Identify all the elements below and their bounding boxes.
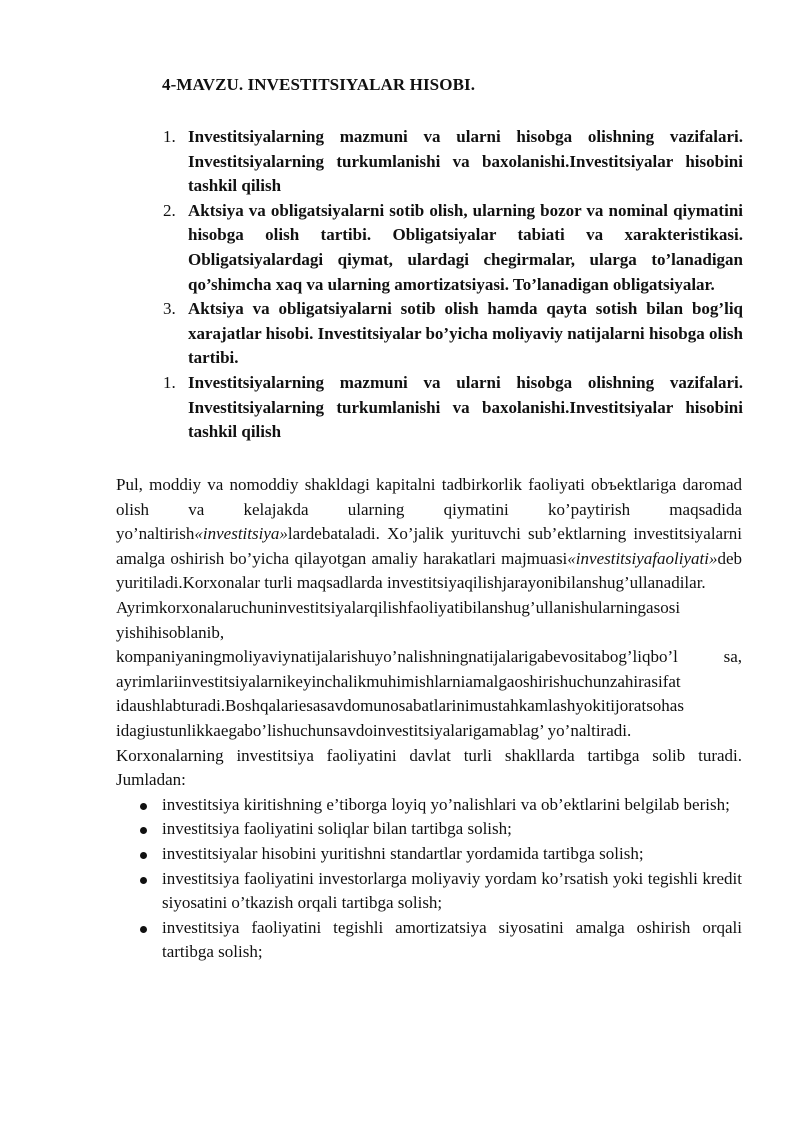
outline-item-text: Aktsiya va obligatsiyalarni sotib olish, ularning bozor va nominal qiymatini hisobga olish tartibi. Obligatsiyalar tabiati va xarakteristikasi. Obligatsiyalardagi qiymat, ulardagi chegirmalar, ularga to’lanadigan qo’shimcha xaq va ularning amortizatsiyasi. To’lanadigan obligatsiyalar. xyxy=(188,200,743,294)
term-investitsiya-faoliyati: «investitsiyafaoliyati» xyxy=(567,548,718,568)
topic-outline xyxy=(160,125,743,445)
outline-item-text: Investitsiyalarning mazmuni va ularni hisobga olishning vazifalari. Investitsiyalarning turkumlanishi va baxolanishi.Investitsiyalar hisobini tashkil qilish xyxy=(188,372,743,442)
body-text xyxy=(116,473,742,965)
outline-item xyxy=(160,371,743,445)
list-item-text: investitsiya faoliyatini soliqlar bilan tartibga solish; xyxy=(162,819,512,839)
paragraph-text: lardebataladi. Xo’jalik yurituvchi sub’ektlarning investitsiyalarni amalga oshirish bo’yicha qilayotgan amaliy harakatlari majmuasi xyxy=(116,524,742,568)
list-item-text: investitsiya faoliyatini tegishli amortizatsiya siyosatini amalga oshirish orqali tartibga solish; xyxy=(162,917,742,962)
list-item xyxy=(116,817,742,842)
regulation-list xyxy=(116,793,742,965)
outline-item-text: Investitsiyalarning mazmuni va ularni hisobga olishning vazifalari. Investitsiyalarning turkumlanishi va baxolanishi.Investitsiyalar hisobini tashkil qilish xyxy=(188,127,743,196)
outline-item-number: 2. xyxy=(163,200,176,220)
outline-item xyxy=(160,297,743,371)
list-item-text: investitsiya faoliyatini investorlarga moliyaviy yordam ko’rsatish yoki tegishli kredit siyosatini o’tkazish orqali tartibga solish; xyxy=(162,868,742,913)
list-item xyxy=(116,842,742,867)
list-item xyxy=(116,793,742,818)
outline-item-text: Aktsiya va obligatsiyalarni sotib olish hamda qayta sotish bilan bog’liq xarajatlar hisobi. Investitsiyalar bo’yicha moliyaviy natijalarni hisobga olish tartibi. xyxy=(188,299,743,368)
bullet-icon xyxy=(140,926,147,933)
bullet-icon xyxy=(140,827,147,834)
bullet-icon xyxy=(140,877,147,884)
paragraph-text: Pul, moddiy va nomoddiy shakldagi kapitalni tadbirkorlik faoliyati obъektlariga daromad olish va kelajakda ularning qiymatini ko’paytirish maqsadida yo’naltirish xyxy=(116,475,742,544)
bullet-icon xyxy=(140,852,147,859)
bullet-icon xyxy=(140,803,147,810)
term-investitsiya: «investitsiya» xyxy=(194,524,288,544)
list-item-text: investitsiya kiritishning e’tiborga loyiq yo’nalishlari va ob’ektlarini belgilab berish; xyxy=(162,794,730,814)
list-item xyxy=(116,916,742,965)
outline-item-number: 1. xyxy=(163,372,176,392)
outline-item-number: 3. xyxy=(163,299,176,319)
regulation-paragraph: Korxonalarning investitsiya faoliyatini davlat turli shakllarda tartibga solib turadi. Jumladan: xyxy=(116,745,742,790)
page-title: 4-MAVZU. INVESTITSIYALAR HISOBI. xyxy=(162,75,476,94)
list-item xyxy=(116,867,742,916)
outline-item-number: 1. xyxy=(163,127,176,146)
outline-item xyxy=(160,199,743,297)
paragraph-text: deb yuritiladi.Korxonalar turli maqsadlarda investitsiyaqilishjarayonibilanshug’ullanadilar. xyxy=(116,548,742,593)
companies-paragraph: Ayrimkorxonalaruchuninvestitsiyalarqilishfaoliyatibilanshug’ullanishularningasosi yishihisoblanib, kompaniyaningmoliyaviynatijalarishuyo’nalishningnatijalarigabevositabog’liqbo’l sa, ayrimlariinvestitsiyalarnikeyinchalikmuhimishlarniamalgaoshirishuchunzahirasifat idaushlabturadi.Boshqalariesasavdomunosabatlarinimustahkamlashyokitijoratsohas idagiustunlikkaegabo’lishuchunsavdoinvestitsiyalarigamablag’ yo’naltiradi. xyxy=(116,597,742,740)
list-item-text: investitsiyalar hisobini yuritishni standartlar yordamida tartibga solish; xyxy=(162,843,644,863)
outline-item xyxy=(160,125,743,199)
intro-paragraph xyxy=(116,473,742,596)
